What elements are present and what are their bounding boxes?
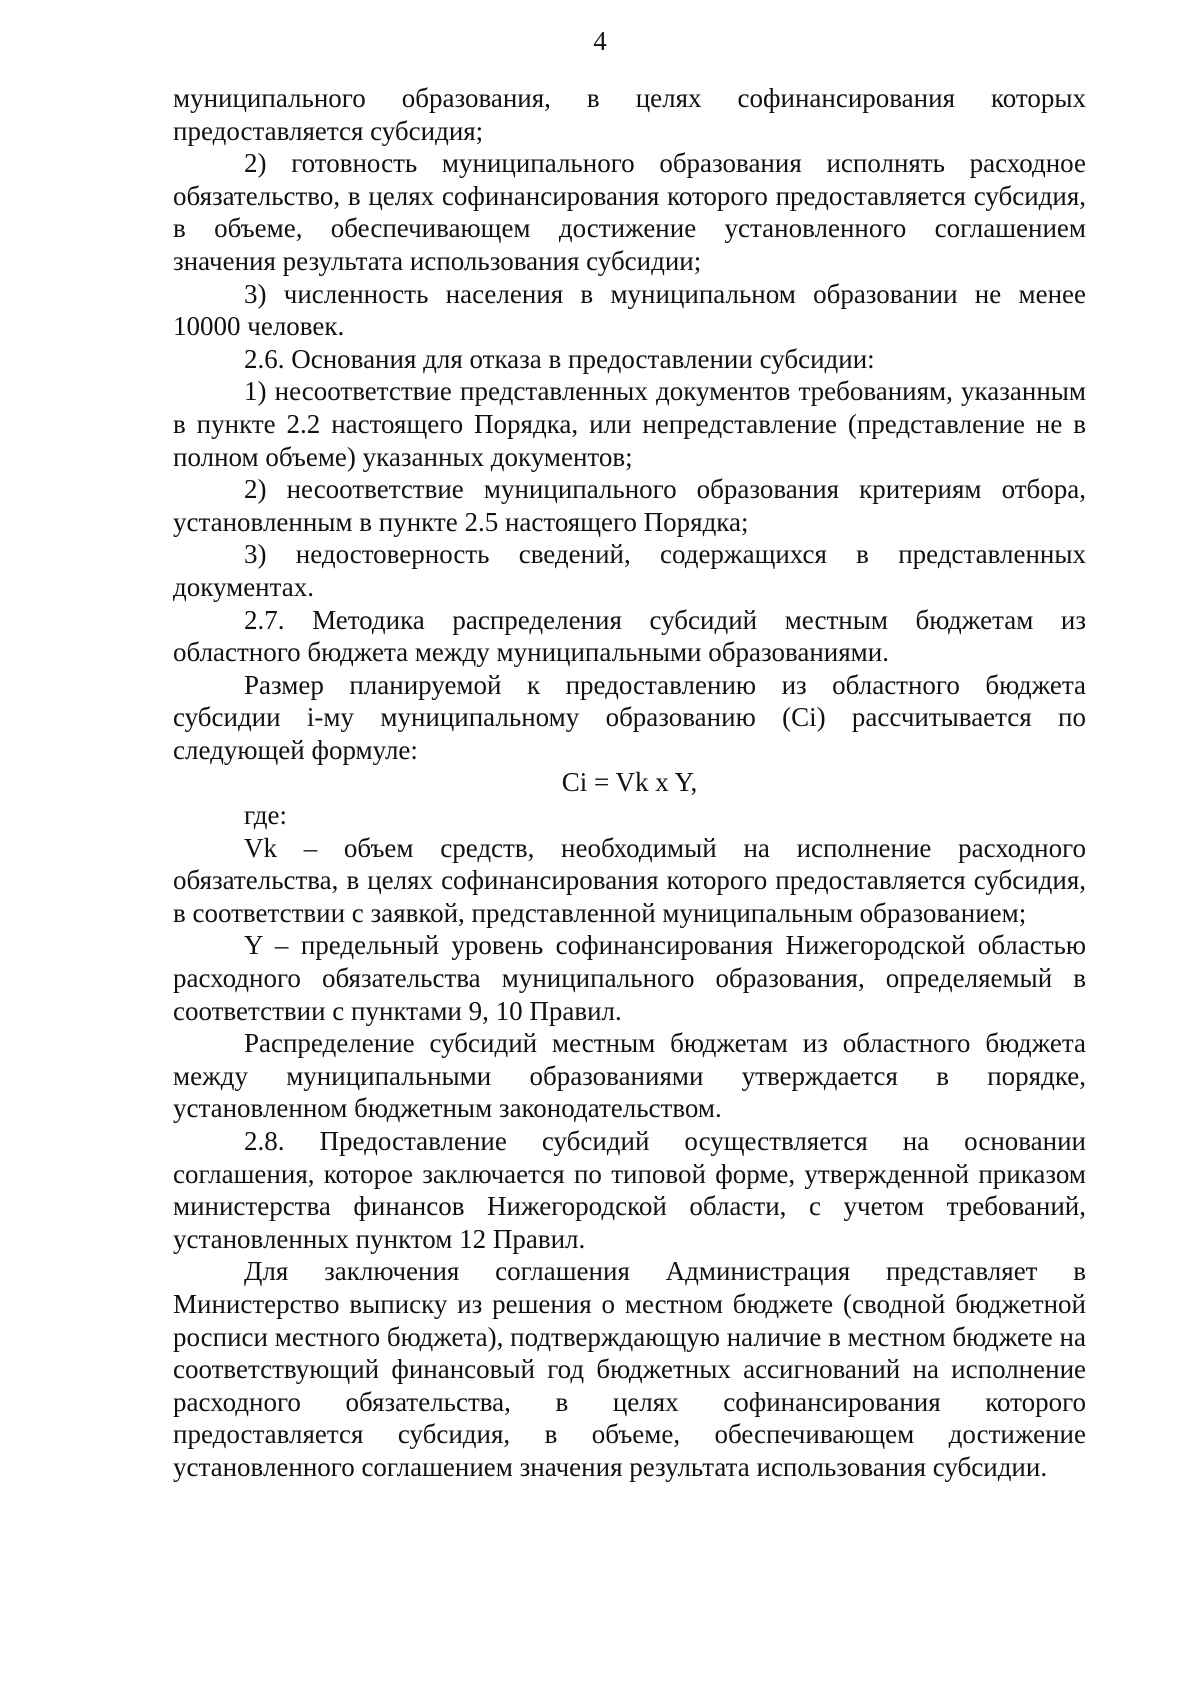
- paragraph: 2) несоответствие муниципального образования критериям отбора, установленным в пункте 2.5 настоящего Порядка;: [173, 474, 1086, 537]
- paragraph: 3) численность населения в муниципальном образовании не менее 10000 человек.: [173, 278, 1086, 342]
- page-number: 4: [593, 26, 607, 56]
- paragraph: 1) несоответствие представленных документов требованиям, указанным в пункте 2.2 настоящего Порядка, или непредставление (представление не в полном объеме) указанных документов;: [173, 376, 1086, 472]
- section-heading: 2.8. Предоставление субсидий осуществляется на основании соглашения, которое заключается по типовой форме, утвержденной приказом министерства финансов Нижегородской области, с учетом требований, установленных пунктом 12 Правил.: [173, 1126, 1086, 1254]
- paragraph: где:: [244, 800, 287, 831]
- definition-paragraph: Vk – объем средств, необходимый на исполнение расходного обязательства, в целях софинансирования которого предоставляется субсидия, в соответствии с заявкой, представленной муниципальным образованием;: [173, 832, 1086, 928]
- paragraph: 3) недостоверность сведений, содержащихся в представленных документах.: [173, 539, 1086, 602]
- paragraph: муниципального образования, в целях софинансирования которых предоставляется субсидия;: [173, 83, 1086, 146]
- formula: Ci = Vk x Y,: [561, 767, 698, 798]
- paragraph: Для заключения соглашения Администрация представляет в Министерство выписку из решения о местном бюджете (сводной бюджетной росписи местного бюджета), подтверждающую наличие в местном бюджете на соответствующий финансовый год бюджетных ассигнований на исполнение расходного обязательства, в целях софинансирования которого предоставляется субсидия, в объеме, обеспечивающем достижение установленного соглашением значения результата использования субсидии.: [173, 1256, 1086, 1482]
- paragraph: Размер планируемой к предоставлению из областного бюджета субсидии i-му муниципальному образованию (Ci) рассчитывается по следующей формуле:: [173, 669, 1086, 765]
- section-heading: 2.6. Основания для отказа в предоставлении субсидии:: [244, 343, 875, 374]
- paragraph: 2) готовность муниципального образования исполнять расходное обязательство, в целях софинансирования которого предоставляется субсидия, в объеме, обеспечивающем достижение установленного соглашением значения результата использования субсидии;: [173, 148, 1086, 276]
- document-body: [173, 82, 1086, 1484]
- section-heading: 2.7. Методика распределения субсидий местным бюджетам из областного бюджета между муниципальными образованиями.: [173, 604, 1086, 668]
- definition-paragraph: Y – предельный уровень софинансирования Нижегородской областью расходного обязательства муниципального образования, определяемый в соответствии с пунктами 9, 10 Правил.: [173, 930, 1086, 1026]
- paragraph: Распределение субсидий местным бюджетам из областного бюджета между муниципальными образованиями утверждается в порядке, установленном бюджетным законодательством.: [173, 1028, 1086, 1124]
